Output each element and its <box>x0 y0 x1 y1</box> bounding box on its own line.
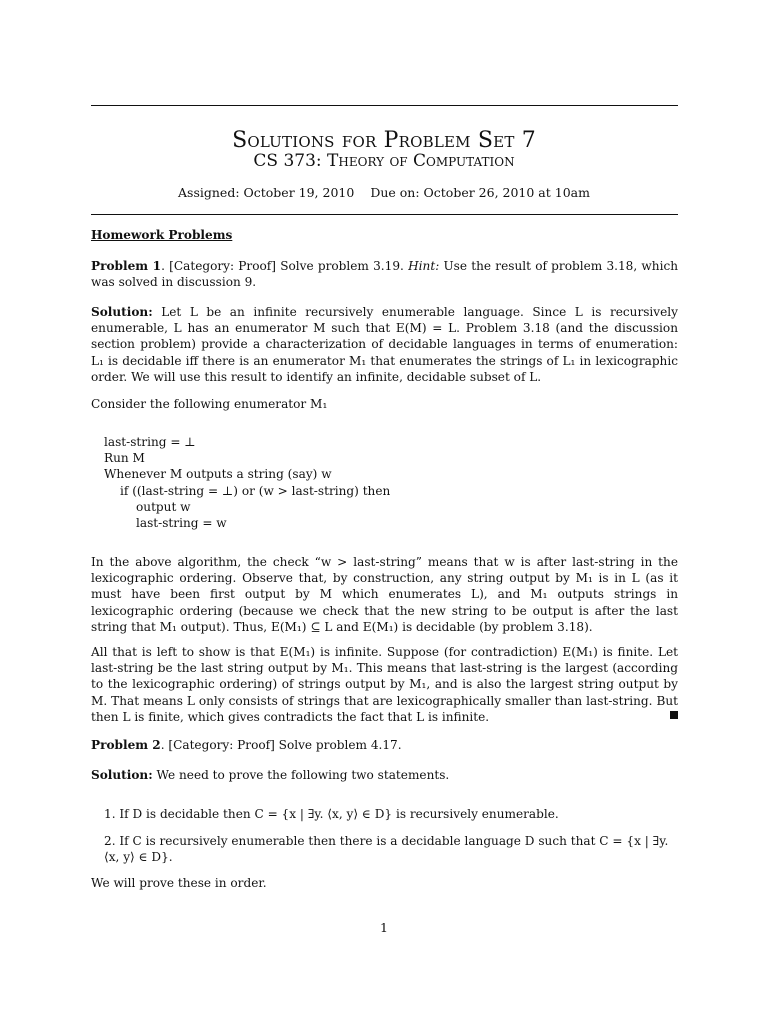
algorithm-block <box>104 434 390 531</box>
section-heading: Homework Problems <box>91 228 233 242</box>
header-rule <box>91 214 678 215</box>
dates-line <box>0 185 768 200</box>
closing-line: We will prove these in order. <box>91 876 267 890</box>
top-rule <box>91 105 678 106</box>
assigned-date: Assigned: October 19, 2010 <box>178 185 355 200</box>
page-number: 1 <box>380 920 388 935</box>
problem2-statement: Problem 2. [Category: Proof] Solve problem 4.17. <box>91 738 402 752</box>
algorithm-line: output w <box>136 499 191 514</box>
solution-label: Solution: <box>91 305 153 319</box>
document-title: Solutions for Problem Set 7 <box>232 128 536 153</box>
course-title: CS 373: Theory of Computation <box>253 151 515 171</box>
solution-label: Solution: <box>91 768 153 782</box>
problem1-paragraph-2: In the above algorithm, the check “w > last-string” means that w is after last-string in the lexicographic ordering. Observe that, by construction, any string output by M₁ is in L (as it must have been first output by M which enumerates L), and M₁ outputs strings in lexicographic ordering (because we check that the new string to be output is after the last string that M₁ output). Thus, E(M₁) ⊆ L and E(M₁) is decidable (by problem 3.18). <box>91 555 678 634</box>
algorithm-line: Run M <box>104 451 145 466</box>
algorithm-line: last-string = ⊥ <box>104 435 196 449</box>
problem2-label: Problem 2 <box>91 738 161 752</box>
problem1-statement: Problem 1. [Category: Proof] Solve problem 3.19. Hint: Use the result of problem 3.18, which was solved in discussion 9. <box>91 259 679 290</box>
consider-line: Consider the following enumerator M₁ <box>91 397 328 411</box>
algorithm-line: Whenever M outputs a string (say) w <box>104 467 332 482</box>
problem2-solution: Solution: We need to prove the following two statements. <box>91 768 450 782</box>
problem1-label: Problem 1 <box>91 259 162 273</box>
problem1-paragraph-3: All that is left to show is that E(M₁) is infinite. Suppose (for contradiction) E(M₁) is finite. Let last-string be the last string output by M₁. This means that last-string is the largest (according to the lexicographic ordering) of strings output by M₁, and is also the largest string output by M. That means L only consists of strings that are lexicographically smaller than last-string. But then L is finite, which gives contradicts the fact that L is infinite. <box>91 645 678 724</box>
algorithm-line: last-string = w <box>136 516 227 531</box>
algorithm-line: if ((last-string = ⊥) or (w > last-string) then <box>120 483 391 498</box>
qed-square-icon <box>670 711 678 719</box>
list-item: 2. If C is recursively enumerable then there is a decidable language D such that C = {x | ∃y. ⟨x, y⟩ ∈ D}. <box>104 834 669 865</box>
hint-label: Hint: <box>408 259 440 273</box>
problem1-solution: Solution: Let L be an infinite recursively enumerable language. Since L is recursively enumerable, L has an enumerator M such that E(M) = L. Problem 3.18 (and the discussion section problem) provide a characterization of decidable languages in terms of enumeration: L₁ is decidable iff there is an enumerator M₁ that enumerates the strings of L₁ in lexicographic order. We will use this result to identify an infinite, decidable subset of L. <box>91 305 678 384</box>
list-item: 1. If D is decidable then C = {x | ∃y. ⟨x, y⟩ ∈ D} is recursively enumerable. <box>104 807 559 821</box>
due-date: Due on: October 26, 2010 at 10am <box>370 185 590 200</box>
